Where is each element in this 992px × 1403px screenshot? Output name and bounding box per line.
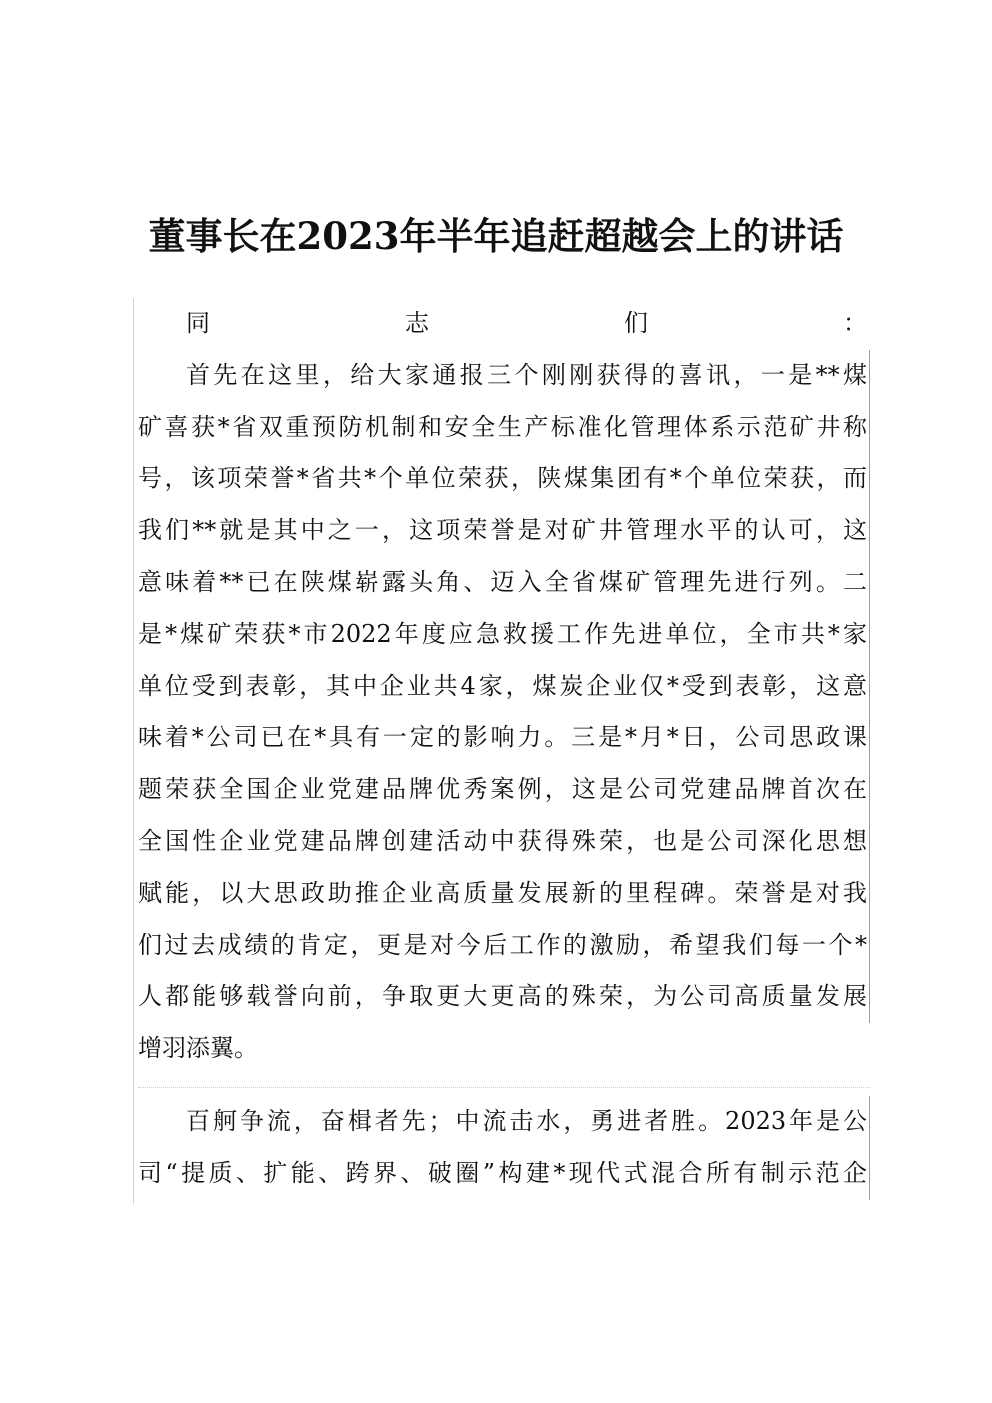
paragraph-1-line: 意味着**已在陕煤崭露头角、迈入全省煤矿管理先进行列。二 xyxy=(138,557,870,609)
paragraph-1-line: 题荣获全国企业党建品牌优秀案例，这是公司党建品牌首次在 xyxy=(138,764,870,816)
paragraph-1-line: 味着*公司已在*具有一定的影响力。三是*月*日，公司思政课 xyxy=(138,712,870,764)
paragraph-1-line: 全国性企业党建品牌创建活动中获得殊荣，也是公司深化思想 xyxy=(138,816,870,868)
paragraph-1-line: 赋能，以大思政助推企业高质量发展新的里程碑。荣誉是对我 xyxy=(138,868,870,920)
text-lines xyxy=(138,298,870,1200)
greeting-line: 同志们： xyxy=(186,309,867,337)
paragraph-1-line: 人都能够载誉向前，争取更大更高的殊荣，为公司高质量发展 xyxy=(138,971,870,1023)
paragraph-1-line: 矿喜获*省双重预防机制和安全生产标准化管理体系示范矿井称 xyxy=(138,402,870,454)
paragraph-1-line: 单位受到表彰，其中企业共4家，煤炭企业仅*受到表彰，这意 xyxy=(138,661,870,713)
document-title: 董事长在2023年半年追赶超越会上的讲话 xyxy=(148,214,844,258)
paragraph-1-line: 增羽添翼。 xyxy=(138,1034,258,1063)
paragraph-1-line: 号，该项荣誉*省共*个单位荣获，陕煤集团有*个单位荣获，而 xyxy=(138,453,870,505)
paragraph-1-line: 我们**就是其中之一，这项荣誉是对矿井管理水平的认可，这 xyxy=(138,505,870,557)
paragraph-1-line: 们过去成绩的肯定，更是对今后工作的激励，希望我们每一个* xyxy=(138,920,870,972)
paragraph-1-line: 首先在这里，给大家通报三个刚刚获得的喜讯，一是**煤 xyxy=(138,350,870,402)
paragraph-divider xyxy=(138,1075,870,1088)
paragraph-1-line: 是*煤矿荣获*市2022年度应急救援工作先进单位，全市共*家 xyxy=(138,609,870,661)
speech-body xyxy=(133,298,871,1204)
paragraph-2-line: 百舸争流，奋楫者先；中流击水，勇进者胜。2023年是公 xyxy=(138,1096,870,1148)
paragraph-2-line: 司“提质、扩能、跨界、破圈”构建*现代式混合所有制示范企 xyxy=(138,1148,870,1200)
